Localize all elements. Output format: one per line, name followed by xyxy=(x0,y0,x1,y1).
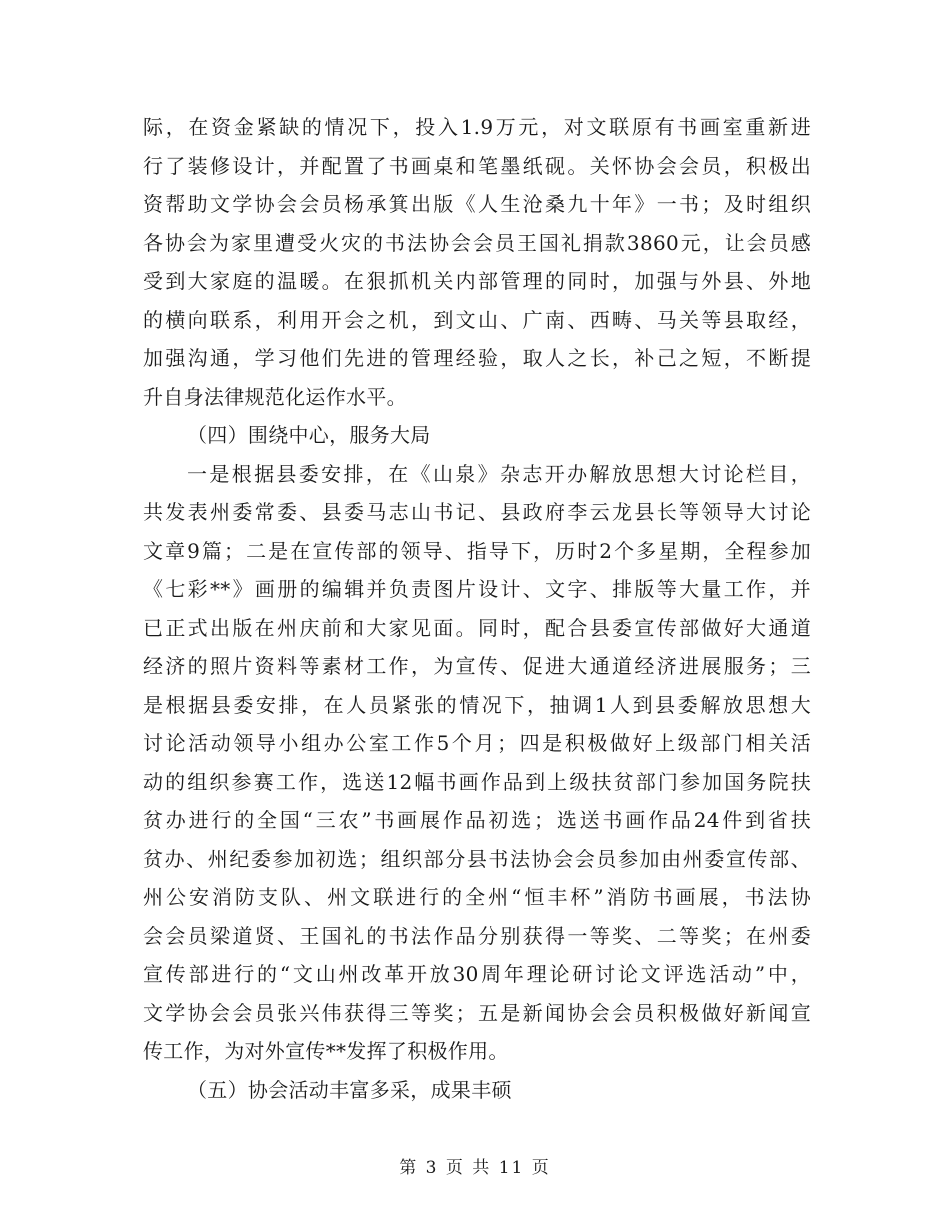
body-line: 文章9篇；二是在宣传部的领导、指导下，历时2个多星期，全程参加 xyxy=(143,538,811,563)
document-body xyxy=(143,108,811,1109)
body-line: 宣传部进行的“文山州改革开放30周年理论研讨论文评选活动”中， xyxy=(143,962,811,986)
body-line: 经济的照片资料等素材工作，为宣传、促进大通道经济进展服务；三 xyxy=(143,654,811,678)
section-heading-4: （四）围绕中心，服务大局 xyxy=(187,423,431,447)
body-line: 已正式出版在州庆前和大家见面。同时，配合县委宣传部做好大通道 xyxy=(143,615,811,640)
body-line: 共发表州委常委、县委马志山书记、县政府李云龙县长等领导大讨论 xyxy=(143,500,811,524)
body-line: 各协会为家里遭受火灾的书法协会会员王国礼捐款3860元，让会员感 xyxy=(143,230,811,255)
body-line: 动的组织参赛工作，选送12幅书画作品到上级扶贫部门参加国务院扶 xyxy=(143,769,811,794)
body-line: 资帮助文学协会会员杨承箕出版《人生沧桑九十年》一书；及时组织 xyxy=(143,192,811,216)
page-number-footer: 第 3 页 共 11 页 xyxy=(399,1158,551,1178)
body-line: 讨论活动领导小组办公室工作5个月；四是积极做好上级部门相关活 xyxy=(143,731,811,755)
body-line: 行了装修设计，并配置了书画桌和笔墨纸砚。关怀协会会员，积极出 xyxy=(143,153,811,178)
body-line: 会会员梁道贤、王国礼的书法作品分别获得一等奖、二等奖；在州委 xyxy=(143,923,811,948)
body-line: 州公安消防支队、州文联进行的全州“恒丰杯”消防书画展，书法协 xyxy=(143,885,811,909)
body-line: 受到大家庭的温暖。在狠抓机关内部管理的同时，加强与外县、外地 xyxy=(143,269,811,293)
body-line: 是根据县委安排，在人员紧张的情况下，抽调1人到县委解放思想大 xyxy=(143,692,811,717)
body-line: 一是根据县委安排，在《山泉》杂志开办解放思想大讨论栏目， xyxy=(187,461,811,486)
body-line: 加强沟通，学习他们先进的管理经验，取人之长，补己之短，不断提 xyxy=(143,346,811,370)
body-line: 贫办进行的全国“三农”书画展作品初选；选送书画作品24件到省扶 xyxy=(143,808,811,832)
body-line: 升自身法律规范化运作水平。 xyxy=(143,384,407,409)
body-line: 的横向联系，利用开会之机，到文山、广南、西畴、马关等县取经， xyxy=(143,307,811,332)
body-line: 《七彩**》画册的编辑并负责图片设计、文字、排版等大量工作，并 xyxy=(143,577,811,601)
body-line: 文学协会会员张兴伟获得三等奖；五是新闻协会会员积极做好新闻宣 xyxy=(143,1000,811,1025)
body-line: 贫办、州纪委参加初选；组织部分县书法协会会员参加由州委宣传部、 xyxy=(143,846,811,871)
body-line: 际，在资金紧缺的情况下，投入1.9万元，对文联原有书画室重新进 xyxy=(143,115,811,139)
section-heading-5: （五）协会活动丰富多采，成果丰硕 xyxy=(187,1077,512,1102)
body-line: 传工作，为对外宣传**发挥了积极作用。 xyxy=(143,1039,509,1063)
